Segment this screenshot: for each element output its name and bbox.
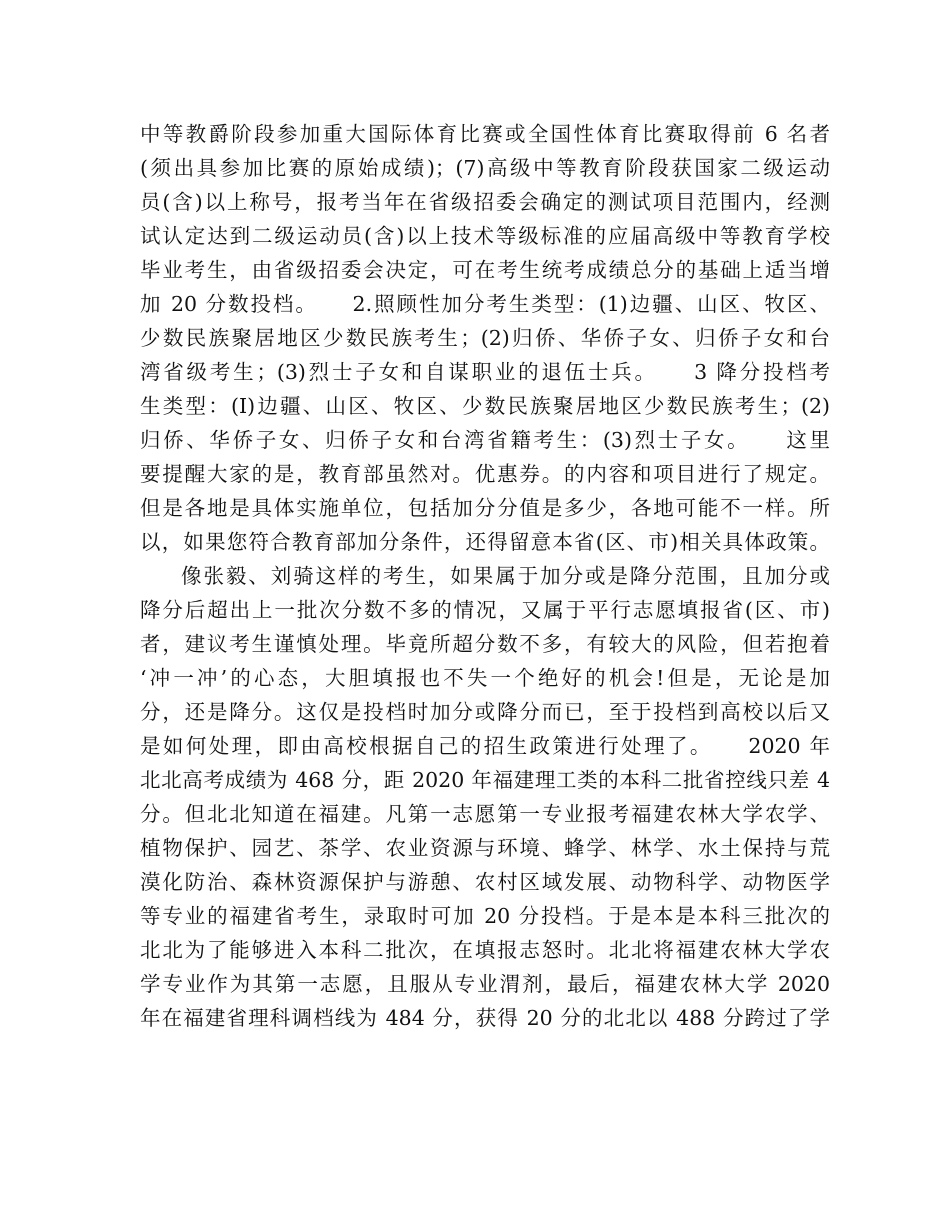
text-line: 北北高考成绩为 468 分，距 2020 年福建理工类的本科二批省控线只差 4 bbox=[140, 768, 830, 792]
text-line: 中等教爵阶段参加重大国际体育比赛或全国性体育比赛取得前 6 名者 bbox=[140, 122, 830, 146]
text-line: 北北为了能够进入本科二批次，在填报志怒时。北北将福建农林大学农 bbox=[140, 938, 830, 962]
text-line: 少数民族聚居地区少数民族考生；(2)归侨、华侨子女、归侨子女和台 bbox=[140, 326, 830, 350]
text-line: 以，如果您符合教育部加分条件，还得留意本省(区、市)相关具体政策。 bbox=[140, 530, 830, 554]
text-line: 降分后超出上一批次分数不多的情况，又属于平行志愿填报省(区、市) bbox=[140, 598, 830, 622]
text-line: 分。但北北知道在福建。凡第一志愿第一专业报考福建农林大学农学、 bbox=[140, 802, 830, 826]
paragraph-start-line: 像张毅、刘骑这样的考生，如果属于加分或是降分范围，且加分或 bbox=[181, 564, 830, 588]
text-line: 湾省级考生；(3)烈士子女和自谋职业的退伍士兵。 3 降分投档考 bbox=[140, 360, 830, 384]
text-line: 学专业作为其第一志愿，且服从专业渭剂，最后，福建农林大学 2020 bbox=[140, 972, 830, 996]
text-line: 年在福建省理科调档线为 484 分，获得 20 分的北北以 488 分跨过了学 bbox=[140, 1006, 830, 1030]
text-line: 植物保护、园艺、茶学、农业资源与环境、蜂学、林学、水土保持与荒 bbox=[140, 836, 830, 860]
text-line: 漠化防治、森林资源保护与游憩、农村区域发展、动物科学、动物医学 bbox=[140, 870, 830, 894]
text-line: 是如何处理，即由高校根据自己的招生政策进行处理了。 2020 年 bbox=[140, 734, 830, 758]
text-line: 分，还是降分。这仅是投档时加分或降分而已，至于投档到高校以后又 bbox=[140, 700, 830, 724]
text-line: (须出具参加比赛的原始成绩)；(7)高级中等教育阶段获国家二级运动 bbox=[140, 156, 830, 180]
text-line: 者，建议考生谨慎处理。毕竟所超分数不多，有较大的风险，但若抱着 bbox=[140, 632, 830, 656]
text-line: 生类型：(I)边疆、山区、牧区、少数民族聚居地区少数民族考生；(2) bbox=[140, 394, 830, 418]
text-line: ‘冲一冲’的心态，大胆填报也不失一个绝好的机会!但是，无论是加 bbox=[140, 666, 830, 690]
text-line: 毕业考生，由省级招委会决定，可在考生统考成绩总分的基础上适当增 bbox=[140, 258, 830, 282]
body-text bbox=[140, 117, 830, 1035]
text-line: 试认定达到二级运动员(含)以上技术等级标准的应届高级中等教育学校 bbox=[140, 224, 830, 248]
text-line: 员(含)以上称号，报考当年在省级招委会确定的测试项目范围内，经测 bbox=[140, 190, 830, 214]
text-line: 归侨、华侨子女、归侨子女和台湾省籍考生：(3)烈士子女。 这里 bbox=[140, 428, 830, 452]
text-line: 但是各地是具体实施单位，包括加分分值是多少，各地可能不一样。所 bbox=[140, 496, 830, 520]
text-line: 加 20 分数投档。 2.照顾性加分考生类型：(1)边疆、山区、牧区、 bbox=[140, 292, 830, 316]
text-line: 等专业的福建省考生，录取时可加 20 分投档。于是本是本科三批次的 bbox=[140, 904, 830, 928]
text-line: 要提醒大家的是，教育部虽然对。优惠券。的内容和项目进行了规定。 bbox=[140, 462, 830, 486]
